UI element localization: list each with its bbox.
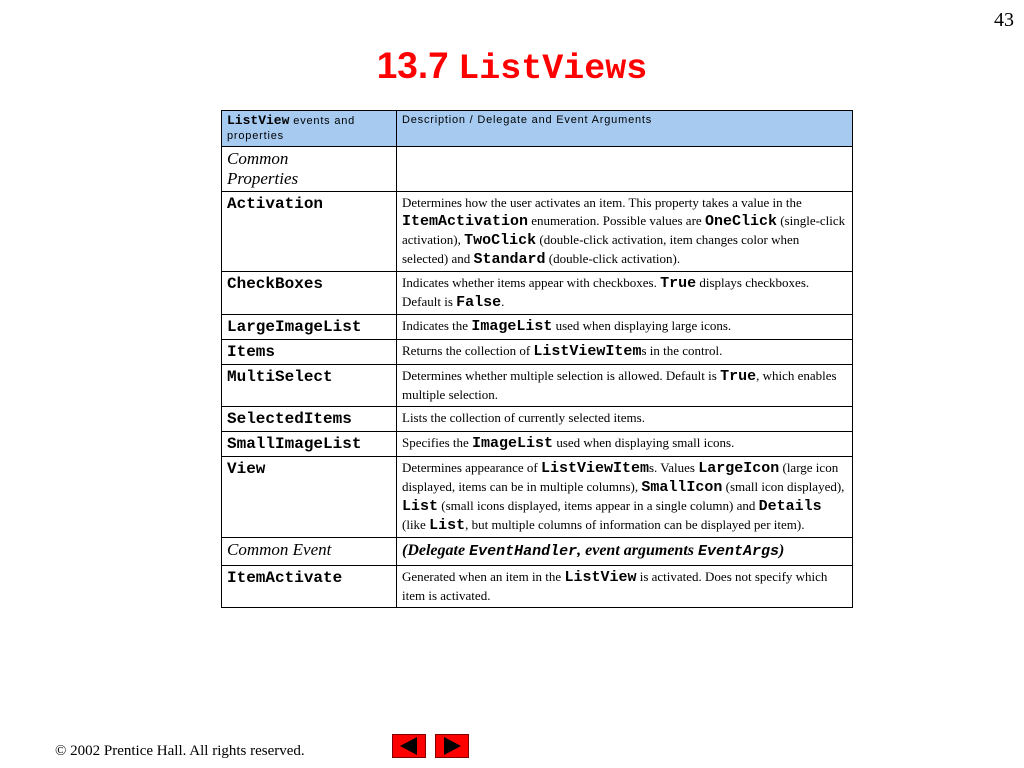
- property-description: Determines appearance of ListViewItems. Values LargeIcon (large icon displayed, items can be in multiple columns), SmallIcon (small icon displayed), List (small icons displayed, items appear in a single column) and Details (like List, but multiple columns of information can be displayed per item).: [397, 457, 853, 538]
- listview-properties-table: [221, 110, 853, 608]
- title-code: ListViews: [458, 49, 648, 89]
- header-col-2: Description / Delegate and Event Arguments: [397, 111, 853, 147]
- table-row: [222, 340, 853, 365]
- page-number: 43: [994, 9, 1014, 31]
- section-row-common-properties: [222, 147, 853, 192]
- table-row: [222, 272, 853, 315]
- property-description: Returns the collection of ListViewItems in the control.: [397, 340, 853, 365]
- event-delegate-description: (Delegate EventHandler, event arguments EventArgs): [397, 538, 853, 566]
- property-name: CheckBoxes: [222, 272, 397, 315]
- table-row: [222, 315, 853, 340]
- title-section-number: 13.7: [376, 45, 449, 86]
- table-header-row: [222, 111, 853, 147]
- property-name: SelectedItems: [222, 407, 397, 432]
- property-name: SmallImageList: [222, 432, 397, 457]
- table-row: [222, 192, 853, 272]
- event-description: Generated when an item in the ListView is activated. Does not specify which item is activated.: [397, 566, 853, 608]
- table-row: [222, 432, 853, 457]
- left-arrow-icon: [393, 735, 425, 757]
- property-name: View: [222, 457, 397, 538]
- table-row: [222, 457, 853, 538]
- section-row-common-event: [222, 538, 853, 566]
- property-name: Items: [222, 340, 397, 365]
- property-description: Indicates the ImageList used when displaying large icons.: [397, 315, 853, 340]
- section-label-event: Common Event: [222, 538, 397, 566]
- slide-title: [0, 44, 1024, 89]
- header-col-1: [222, 111, 397, 147]
- right-arrow-icon: [436, 735, 468, 757]
- property-description: Specifies the ImageList used when displaying small icons.: [397, 432, 853, 457]
- header-text: events and properties: [227, 115, 356, 142]
- property-name: Activation: [222, 192, 397, 272]
- event-name: ItemActivate: [222, 566, 397, 608]
- property-description: Determines how the user activates an item. This property takes a value in the ItemActivation enumeration. Possible values are OneClick (single-click activation), TwoClick (double-click activation, item changes color when selected) and Standard (double-click activation).: [397, 192, 853, 272]
- next-slide-button[interactable]: [435, 734, 469, 758]
- table-row: [222, 407, 853, 432]
- property-description: Lists the collection of currently selected items.: [397, 407, 853, 432]
- property-description: Determines whether multiple selection is allowed. Default is True, which enables multiple selection.: [397, 365, 853, 407]
- copyright-footer: © 2002 Prentice Hall. All rights reserved.: [55, 743, 305, 759]
- property-name: LargeImageList: [222, 315, 397, 340]
- property-name: MultiSelect: [222, 365, 397, 407]
- previous-slide-button[interactable]: [392, 734, 426, 758]
- table-row: [222, 566, 853, 608]
- table-row: [222, 365, 853, 407]
- section-label-properties: Common Properties: [222, 147, 397, 192]
- property-description: Indicates whether items appear with checkboxes. True displays checkboxes. Default is False.: [397, 272, 853, 315]
- header-code: ListView: [227, 113, 290, 128]
- empty-cell: [397, 147, 853, 192]
